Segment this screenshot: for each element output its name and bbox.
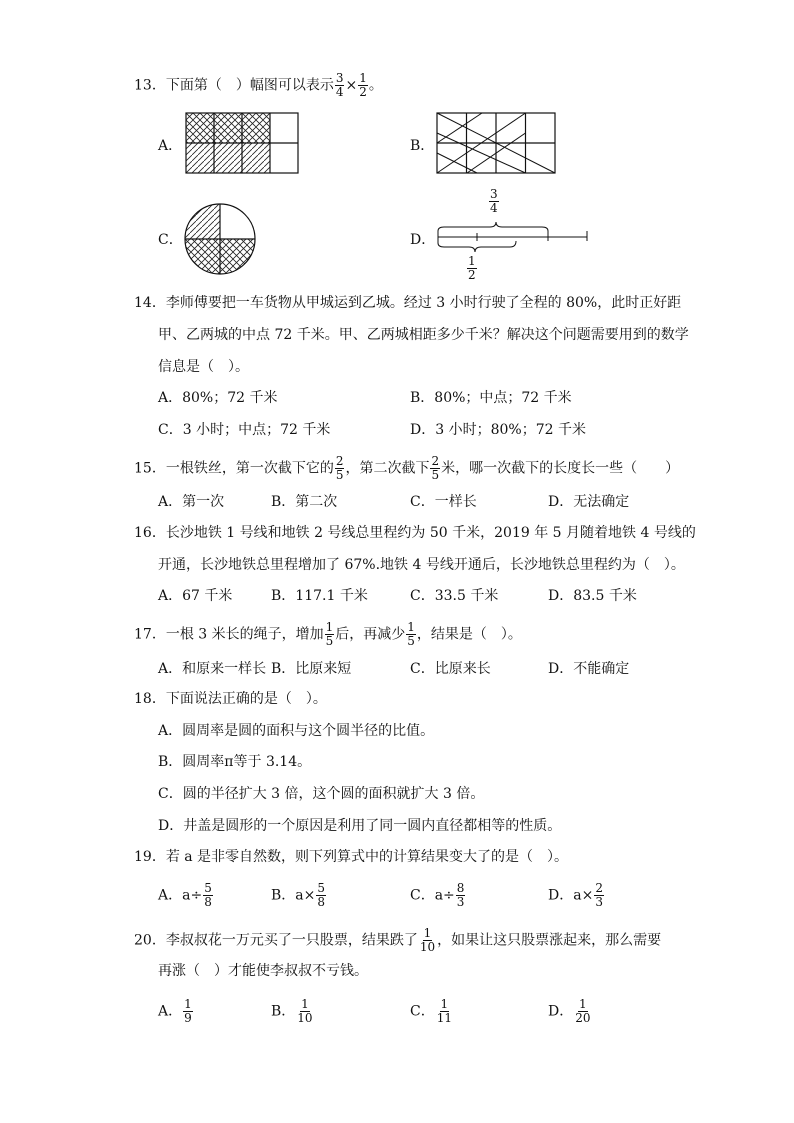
q20-option-d[interactable]: D． $\frac{1}{20}$: [548, 997, 591, 1025]
fraction: $\frac{1}{5}$: [407, 620, 415, 648]
q15-stem: 15．一根铁丝，第一次截下它的 $\frac{2}{5}$ ，第二次截下 $\frac{2}{5}$ 米，哪一次截下的长度长一些（ ）: [134, 454, 680, 482]
fraction: $\frac{2}{5}$: [335, 454, 344, 482]
fraction: $\frac{1}{5}$: [325, 620, 334, 648]
q19-option-a[interactable]: A．a÷ $\frac{5}{8}$: [158, 881, 212, 909]
q13-option-d-label: D．: [410, 232, 436, 248]
q17-option-c[interactable]: C．比原来长: [410, 661, 491, 677]
q20-option-c[interactable]: C． $\frac{1}{11}$: [410, 997, 452, 1025]
q13-stem: 13．下面第（ ）幅图可以表示 $\frac{3}{4}$ × $\frac{1}{2}$ 。: [134, 71, 383, 99]
q17-option-b[interactable]: B．比原来短: [271, 661, 352, 677]
q20-line-2: 再涨（ ）才能使李叔叔不亏钱。: [158, 963, 368, 979]
fraction: $\frac{5}{8}$: [204, 881, 212, 909]
q16-option-a[interactable]: A．67 千米: [158, 588, 233, 604]
q13-figure-c: [184, 203, 256, 275]
q15-option-c[interactable]: C．一样长: [410, 494, 477, 510]
q14-line-2: 甲、乙两城的中点 72 千米。甲、乙两城相距多少千米？解决这个问题需要用到的数学: [158, 327, 689, 343]
fraction: $\frac{1}{11}$: [436, 997, 452, 1025]
q14-line-3: 信息是（ ）。: [158, 359, 249, 375]
fraction: $\frac{1}{20}$: [575, 997, 591, 1025]
q15-option-b[interactable]: B．第二次: [271, 494, 338, 510]
q20-option-b[interactable]: B． $\frac{1}{10}$: [271, 997, 313, 1025]
q15-option-a[interactable]: A．第一次: [158, 494, 225, 510]
fraction: $\frac{5}{8}$: [317, 881, 326, 909]
q18-option-b[interactable]: B．圆周率π等于 3.14。: [158, 754, 312, 770]
q20-option-a[interactable]: A． $\frac{1}{9}$: [158, 997, 192, 1025]
q13-d-bottom-fraction: $\frac{1}{2}$: [468, 254, 476, 282]
q18-stem: 18．下面说法正确的是（ ）。: [134, 691, 327, 707]
q16-line-2: 开通，长沙地铁总里程增加了 67%.地铁 4 号线开通后，长沙地铁总里程约为（ ）。: [158, 557, 685, 573]
q13-figure-b: [437, 113, 557, 175]
q20-line-1: 20．李叔叔花一万元买了一只股票，结果跌了 $\frac{1}{10}$ ，如果让这只股票涨起来，那么需要: [134, 926, 662, 954]
fraction: $\frac{2}{5}$: [431, 454, 440, 482]
q18-option-a[interactable]: A．圆周率是圆的面积与这个圆半径的比值。: [158, 723, 435, 739]
q16-option-d[interactable]: D．83.5 千米: [548, 588, 637, 604]
q13-option-c-label: C．: [158, 232, 183, 248]
q13-option-b-label: B．: [410, 138, 435, 154]
fraction: $\frac{1}{10}$: [297, 997, 313, 1025]
q17-option-d[interactable]: D．不能确定: [548, 661, 630, 677]
fraction: $\frac{8}{3}$: [456, 881, 465, 909]
fraction: $\frac{1}{2}$: [359, 71, 367, 99]
q19-option-d[interactable]: D．a× $\frac{2}{3}$: [548, 881, 603, 909]
q13-figure-a: [186, 113, 300, 175]
fraction: $\frac{1}{10}$: [419, 926, 436, 954]
q19-stem: 19．若 a 是非零自然数，则下列算式中的计算结果变大了的是（ ）。: [134, 849, 569, 865]
q17-option-a[interactable]: A．和原来一样长: [158, 661, 267, 677]
q18-option-d[interactable]: D．井盖是圆形的一个原因是利用了同一圆内直径都相等的性质。: [158, 818, 562, 834]
q14-option-c[interactable]: C．3 小时；中点；72 千米: [158, 422, 331, 438]
q19-option-b[interactable]: B．a× $\frac{5}{8}$: [271, 881, 326, 909]
q14-line-1: 14．李师傅要把一车货物从甲城运到乙城。经过 3 小时行驶了全程的 80%，此时正好距: [134, 295, 682, 311]
q13-figure-d: [430, 213, 590, 258]
q15-option-d[interactable]: D．无法确定: [548, 494, 630, 510]
fraction: $\frac{2}{3}$: [595, 881, 603, 909]
q17-stem: 17．一根 3 米长的绳子，增加 $\frac{1}{5}$ 后，再减少 $\frac{1}{5}$ ，结果是（ ）。: [134, 620, 522, 648]
q14-option-d[interactable]: D．3 小时；80%；72 千米: [410, 422, 586, 438]
q16-option-c[interactable]: C．33.5 千米: [410, 588, 499, 604]
q18-option-c[interactable]: C．圆的半径扩大 3 倍，这个圆的面积就扩大 3 倍。: [158, 786, 485, 802]
q19-option-c[interactable]: C．a÷ $\frac{8}{3}$: [410, 881, 465, 909]
fraction: $\frac{3}{4}$: [335, 71, 344, 99]
fraction: $\frac{1}{9}$: [184, 997, 192, 1025]
q14-option-b[interactable]: B．80%；中点；72 千米: [410, 390, 572, 406]
q16-line-1: 16．长沙地铁 1 号线和地铁 2 号线总里程约为 50 千米，2019 年 5 月随着地铁 4 号线的: [134, 525, 696, 541]
q13-d-top-fraction: $\frac{3}{4}$: [490, 187, 498, 215]
q13-option-a-label: A．: [158, 138, 183, 154]
q14-option-a[interactable]: A．80%；72 千米: [158, 390, 278, 406]
q16-option-b[interactable]: B．117.1 千米: [271, 588, 368, 604]
